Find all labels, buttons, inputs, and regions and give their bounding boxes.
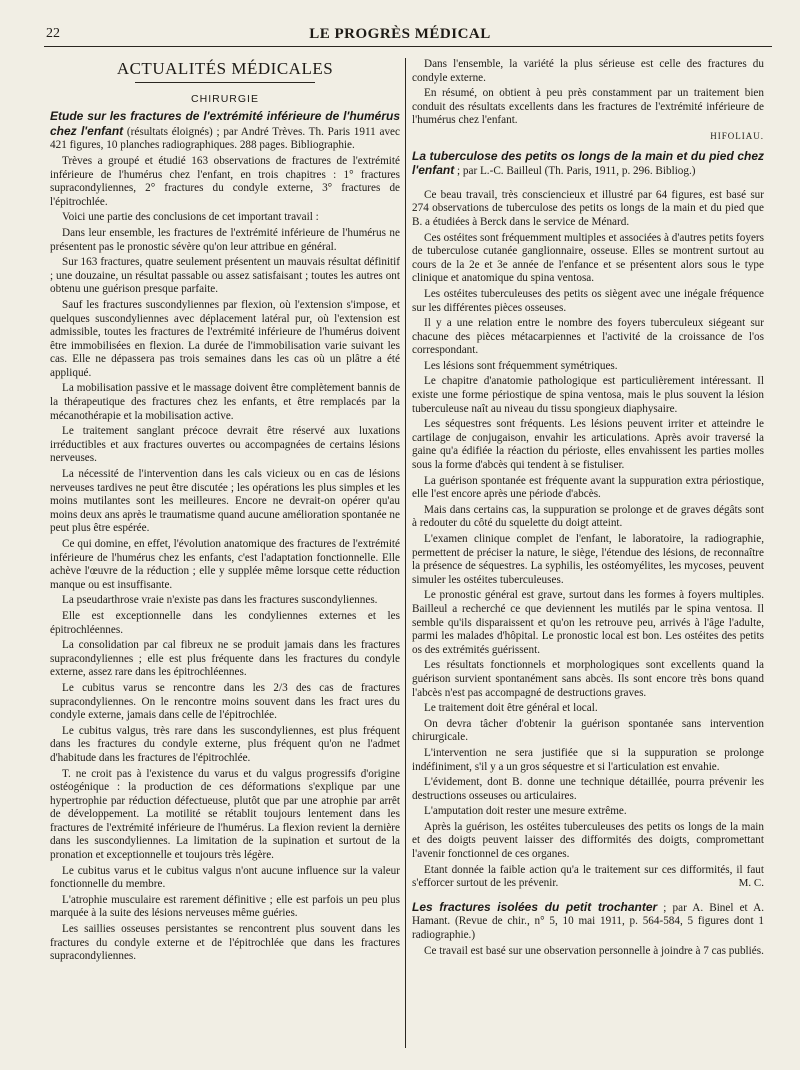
article2-para: L'amputation doit rester une mesure extrême. [424, 805, 627, 818]
article1-para: T. ne croit pas à l'existence du varus et du valgus progressifs d'origine ostéogénique : la production de ces déformations s'explique par une hypertrophie par réduction défectueuse, plutôt que par une atrophie par arrêt de développement. La motilité se rétablit toujours lentement dans les fractures de l'extrémité inférieure de l'humérus. La flexion revient la dernière dans les suscondyliennes. La limitation de la supination et surtout de la pronation et exceptionnelle et toujours très légère. [50, 767, 400, 862]
header-rule [44, 46, 772, 47]
article2-para: La guérison spontanée est fréquente avant la suppuration extra périostique, elle l'est encore après une période d'abcès. [412, 474, 764, 501]
article1-para: La nécessité de l'intervention dans les cals vicieux ou en cas de lésions nerveuses tardives ne peut être discutée ; les opérations les plus simples et les moins mutilantes sont les meilleures. Encore ne devrait-on opérer qu'au moins deux ans après le traumatisme quand aucune amélioration spontanée ne peut plus être espérée. [50, 468, 400, 535]
article2-para: Les ostéites tuberculeuses des petits os siègent avec une inégale fréquence sur les différentes pièces osseuses. [412, 287, 764, 314]
article2-signature: M. C. [738, 877, 764, 890]
article1-para: Dans leur ensemble, les fractures de l'extrémité inférieure de l'humérus ne présentent pas le pronostic sévère qu'on leur attribue en général. [50, 226, 400, 253]
article2-para: On devra tâcher d'obtenir la guérison spontanée sans intervention chirurgicale. [412, 717, 764, 744]
article2-para: Le chapitre d'anatomie pathologique est particulièrement intéressant. Il existe une forme périostique de spina ventosa, mais le plus souvent la lésion tuberculeuse naît au niveau du tissu spongieux diaphysaire. [412, 375, 764, 415]
article2-para: Ce beau travail, très consciencieux et illustré par 64 figures, est basé sur 274 observations de tuberculose des petits os longs de la main et du pied que B. a étudiées à Berck dans le service de Ménard. [412, 188, 764, 228]
article2-title: La tuberculose des petits os longs de la main et du pied chez l'enfant [412, 148, 764, 178]
article2-para: Les lésions sont fréquemment symétriques. [424, 359, 618, 372]
article1-para: La mobilisation passive et le massage doivent être complètement bannis de la thérapeutique des fractures chez les enfants, et être remplacés par la mécanothérapie et la mobilisation active. [50, 382, 400, 422]
article1-para: La consolidation par cal fibreux ne se produit jamais dans les fractures supracondyliennes ; elle est plus fréquente dans les fractures du condyle externe, assez rare dans les épitrochléennes. [50, 639, 400, 679]
article1-para: Trèves a groupé et étudié 163 observations de fractures de l'extrémité inférieure de l'humérus chez l'enfant, en trois chapitres : 1° fractures supracondyliennes, 2° fractures du condyle externe, 3° fractures de l'épitrochlée. [50, 154, 400, 208]
article3-heading [412, 901, 764, 943]
article1-para: L'atrophie musculaire est rarement définitive ; elle est parfois un peu plus marquée à la suite des lésions nerveuses même guéries. [50, 893, 400, 920]
article1-para: Le cubitus varus se rencontre dans les 2/3 des cas de fractures supracondyliennes. On le rencontre moins souvent dans les fract ures du condyle externe, jamais dans celle de l'épitrochlée. [50, 681, 400, 722]
article2-para: L'évidement, dont B. donne une technique détaillée, pourra prévenir les destructions osseuses ou articulaires. [412, 776, 764, 802]
rubric: CHIRURGIE [191, 92, 259, 105]
article1-para: En résumé, on obtient à peu près constamment par un traitement bien conduit des résultats excellents dans les fractures de l'extrémité inférieure de l'humérus chez l'enfant. [412, 87, 764, 127]
article2-para: Le pronostic général est grave, surtout dans les formes à foyers multiples. Bailleul a recherché ce que deviennent les mutilés par le spina ventosa. Il semble qu'ils disparaissent et qu'on les retrouve peu, arrivés à l'âge l'adulte, parmi les malades d'hôpital. Le pronostic local est bon. Les ostéites des petits os des extrémités guérissent. [412, 589, 764, 656]
article2-para: Il y a une relation entre le nombre des foyers tuberculeux siégeant sur chacune des pièces métacarpiennes et l'activité de la croissance de l'os correspondant. [412, 317, 764, 357]
article2-reference: ; par L.-C. Bailleul (Th. Paris, 1911, p. 296. Bibliog.) [454, 165, 696, 178]
article2-para: Mais dans certains cas, la suppuration se prolonge et de graves dégâts sont à redouter du côté du squelette du doigt atteint. [412, 503, 764, 530]
article1-para: Dans l'ensemble, la variété la plus sérieuse est celle des fractures du condyle externe. [412, 58, 764, 84]
article1-para: Sur 163 fractures, quatre seulement présentent un mauvais résultat définitif ; une douzaine, un résultat passable ou assez satisfaisant ; toutes les autres ont obtenu une guérison presque parfaite. [50, 256, 400, 296]
article2-para: Les séquestres sont fréquents. Les lésions peuvent irriter et atteindre le cartilage de conjugaison, envahir les articulations. Après avoir traversé la gaine qu'a édifiée la réaction du périoste, elles envahissent les parties molles sous la forme d'abcès qui tendent à se fistuliser. [412, 418, 764, 472]
article2-para: L'examen clinique complet de l'enfant, le laboratoire, la radiographie, permettent de préciser la nature, le siège, l'étendue des lésions, de reconnaître la présence de séquestres. La syphilis, les ostéomyélites, les mycoses, peuvent simuler les ostéites tuberculeuses. [412, 533, 764, 586]
article2-para: Le traitement doit être général et local. [424, 702, 598, 715]
article1-signature: HIFOLIAU. [710, 130, 764, 141]
article3-title: Les fractures isolées du petit trochanter [412, 899, 658, 914]
article1-para: La pseudarthrose vraie n'existe pas dans les fractures suscondyliennes. [62, 594, 378, 607]
article3-reference: ; par A. Binel et A. Hamant. (Revue de chir., n° 5, 10 mai 1911, p. 564-584, 5 figures dont 1 radiographie.) [412, 901, 764, 942]
article1-para: Ce qui domine, en effet, l'évolution anatomique des fractures de l'extrémité inférieure de l'humérus chez les enfants, c'est l'adaptation fonctionnelle. Elle achève l'œuvre de la réduction ; elle y supplée même lorsque cette réduction manque ou est insuffisante. [50, 538, 400, 591]
section-title: ACTUALITÉS MÉDICALES [116, 59, 334, 78]
article2-heading [412, 150, 764, 179]
section-title-rule [135, 82, 315, 83]
article1-para: Le cubitus varus et le cubitus valgus n'ont aucune influence sur la valeur fonctionnelle du membre. [50, 864, 400, 891]
page-header [0, 26, 800, 48]
article1-para: Sauf les fractures suscondyliennes par flexion, où l'extension s'impose, et quelques suscondyliennes avec déplacement latéral pur, où l'extension est admissible, toutes les fractures de l'extrémité inférieure de l'humérus doivent être immobilisées en flexion. La durée de l'immobilisation varie suivant les cas. Elle ne dépassera pas trois semaines dans les cas où un plâtre a été appliqué. [50, 298, 400, 379]
article1-para: Le traitement sanglant précoce devrait être réservé aux luxations irréductibles et aux fractures ouvertes ou accompagnées de certains lésions nerveuses. [50, 425, 400, 465]
article2-para: Ces ostéites sont fréquemment multiples et associées à d'autres petits foyers de tuberculose cutanée ganglionnaire, osseuse. Elles se montrent surtout au cours de la 2e et 3e année de l'enfance et se présentent alors sous le type clinique et anatomique du spina ventosa. [412, 231, 764, 285]
journal-title: LE PROGRÈS MÉDICAL [309, 26, 491, 42]
article2-para: Après la guérison, les ostéites tuberculeuses des petits os longs de la main et des doigts peuvent laisser des difformités des doigts, compromettant l'avenir fonctionnel de ces organes. [412, 820, 764, 861]
page-number: 22 [46, 26, 60, 41]
column-divider [405, 58, 406, 1048]
article1-para: Le cubitus valgus, très rare dans les suscondyliennes, est plus fréquent dans les fractures du condyle externe, plus fréquent qu'on ne l'admet d'habitude dans les fractures de l'épitrochlée. [50, 724, 400, 764]
article1-para: Elle est exceptionnelle dans les condyliennes externes et les épitrochléennes. [50, 609, 400, 636]
right-column [412, 58, 764, 960]
article2-para: Etant donnée la faible action qu'a le traitement sur ces difformités, il faut s'efforcer surtout de les prévenir. [412, 863, 764, 890]
article3-para: Ce travail est basé sur une observation personnelle à joindre à 7 cas publiés. [424, 944, 764, 957]
article2-para: Les résultats fonctionnels et morphologiques sont excellents quand la guérison survient spontanément sans abcès. Ils sont encore très bons quand l'abcès n'est pas accompagné de destructions graves. [412, 659, 764, 699]
article1-reference: (résultats éloignés) ; par André Trèves. Th. Paris 1911 avec 421 figures, 10 planches radiographiques. 288 pages. Bibliographie. [50, 125, 400, 152]
article1-para: Voici une partie des conclusions de cet important travail : [62, 211, 319, 224]
article2-para: L'intervention ne sera justifiée que si la suppuration se prolonge indéfiniment, s'il y a un gros séquestre et si l'articulation est envahie. [412, 746, 764, 773]
article2-para-final [412, 864, 764, 891]
article1-title: Etude sur les fractures de l'extrémité inférieure de l'humérus chez l'enfant [50, 109, 400, 138]
article1-heading [50, 110, 400, 153]
article1-para: Les saillies osseuses persistantes se rencontrent plus souvent dans les fractures du condyle externe et de l'épitrochlée que dans les fractures supracondyliennes. [50, 923, 400, 963]
left-column [50, 58, 400, 966]
